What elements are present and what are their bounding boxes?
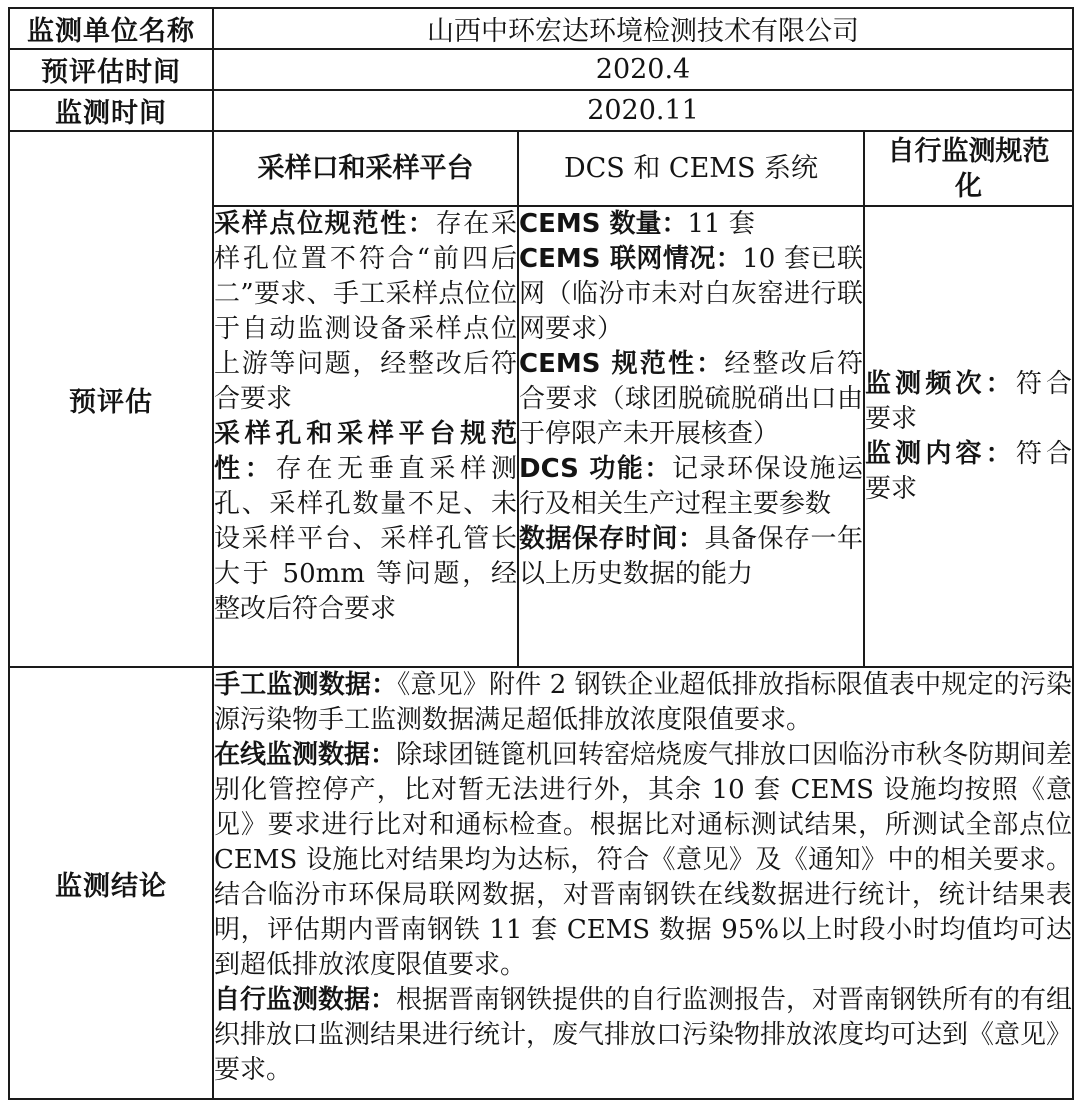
bold-label: CEMS 联网情况：: [519, 244, 743, 274]
bold-label: CEMS 数量：: [519, 209, 688, 239]
report-sheet: [8, 7, 1072, 1100]
cell-self-monitoring-content: [864, 206, 1073, 667]
value-monitoring-unit: 山西中环宏达环境检测技术有限公司: [213, 8, 1073, 49]
value-pre-eval-time: 2020.4: [213, 49, 1073, 90]
text-paragraph: 手工监测数据：《意见》附件 2 钢铁企业超低排放指标限值表中规定的污染源污染物手工监测数据满足超低排放浓度限值要求。: [214, 670, 1073, 735]
table-row: [9, 49, 1073, 90]
label-monitoring-conclusion: 监测结论: [9, 667, 213, 1099]
text-paragraph: 采样点位规范性：存在采样孔位置不符合“前四后二”要求、手工采样点位位于自动监测设备采样点位上游等问题，经整改后符合要求: [214, 209, 517, 414]
label-monitoring-time: 监测时间: [9, 90, 213, 131]
label-pre-eval: 预评估: [9, 131, 213, 667]
bold-label: CEMS 规范性：: [519, 349, 725, 379]
column-header-sampling-port: 采样口和采样平台: [213, 131, 518, 206]
bold-label: 手工监测数据：: [214, 670, 398, 700]
text-paragraph: 采样孔和采样平台规范性：存在无垂直采样测孔、采样孔数量不足、未设采样平台、采样孔管长大于 50mm 等问题，经整改后符合要求: [214, 419, 517, 624]
text-paragraph: 自行监测数据：根据晋南钢铁提供的自行监测报告，对晋南钢铁所有的有组织排放口监测结果进行统计，废气排放口污染物排放浓度均可达到《意见》要求。: [214, 985, 1073, 1085]
table-row: [9, 131, 1073, 206]
column-header-self-monitoring-text: 自行监测规范化: [887, 135, 1050, 202]
table-row: [9, 90, 1073, 131]
bold-label: 在线监测数据：: [214, 740, 397, 770]
label-monitoring-unit: 监测单位名称: [9, 8, 213, 49]
text-paragraph: CEMS 联网情况：10 套已联网（临汾市未对白灰窑进行联网要求）: [519, 244, 863, 344]
column-header-dcs-cems: DCS 和 CEMS 系统: [518, 131, 864, 206]
label-pre-eval-time: 预评估时间: [9, 49, 213, 90]
bold-label: 监测内容：: [865, 438, 1016, 469]
text-paragraph: CEMS 规范性：经整改后符合要求（球团脱硫脱硝出口由于停限产未开展核查）: [519, 349, 863, 449]
bold-label: 数据保存时间：: [519, 524, 705, 554]
bold-label: DCS 功能：: [519, 454, 672, 484]
text-paragraph: 在线监测数据：除球团链篦机回转窑焙烧废气排放口因临汾市秋冬防期间差别化管控停产，比对暂无法进行外，其余 10 套 CEMS 设施均按照《意见》要求进行比对和通标检查。根据比对通标测试结果，所测试全部点位 CEMS 设施比对结果均为达标，符合《意见》及《通知》中的相关要求。结合临汾市环保局联网数据，对晋南钢铁在线数据进行统计，统计结果表明，评估期内晋南钢铁 11 套 CEMS 数据 95%以上时段小时均值均可达到超低排放浓度限值要求。: [214, 740, 1073, 980]
text-paragraph: CEMS 数量：11 套: [519, 209, 755, 239]
text-paragraph: DCS 功能：记录环保设施运行及相关生产过程主要参数: [519, 454, 863, 519]
column-header-self-monitoring: [864, 131, 1073, 206]
value-monitoring-time: 2020.11: [213, 90, 1073, 131]
text-paragraph: 数据保存时间：具备保存一年以上历史数据的能力: [519, 524, 863, 589]
bold-label: 采样孔和采样平台规范性：: [214, 419, 517, 484]
bold-label: 自行监测数据：: [214, 985, 397, 1015]
text-paragraph: 监测频次：符合要求: [865, 368, 1073, 434]
cell-dcs-cems-content: [518, 206, 864, 667]
table-row: [9, 667, 1073, 1099]
cell-monitoring-conclusion: [213, 667, 1073, 1099]
text-paragraph: 监测内容：符合要求: [865, 438, 1073, 504]
monitoring-report-table: [8, 7, 1074, 1100]
bold-label: 监测频次：: [865, 368, 1016, 399]
table-row: [9, 8, 1073, 49]
cell-sampling-port-content: [213, 206, 518, 667]
bold-label: 采样点位规范性：: [214, 209, 436, 239]
